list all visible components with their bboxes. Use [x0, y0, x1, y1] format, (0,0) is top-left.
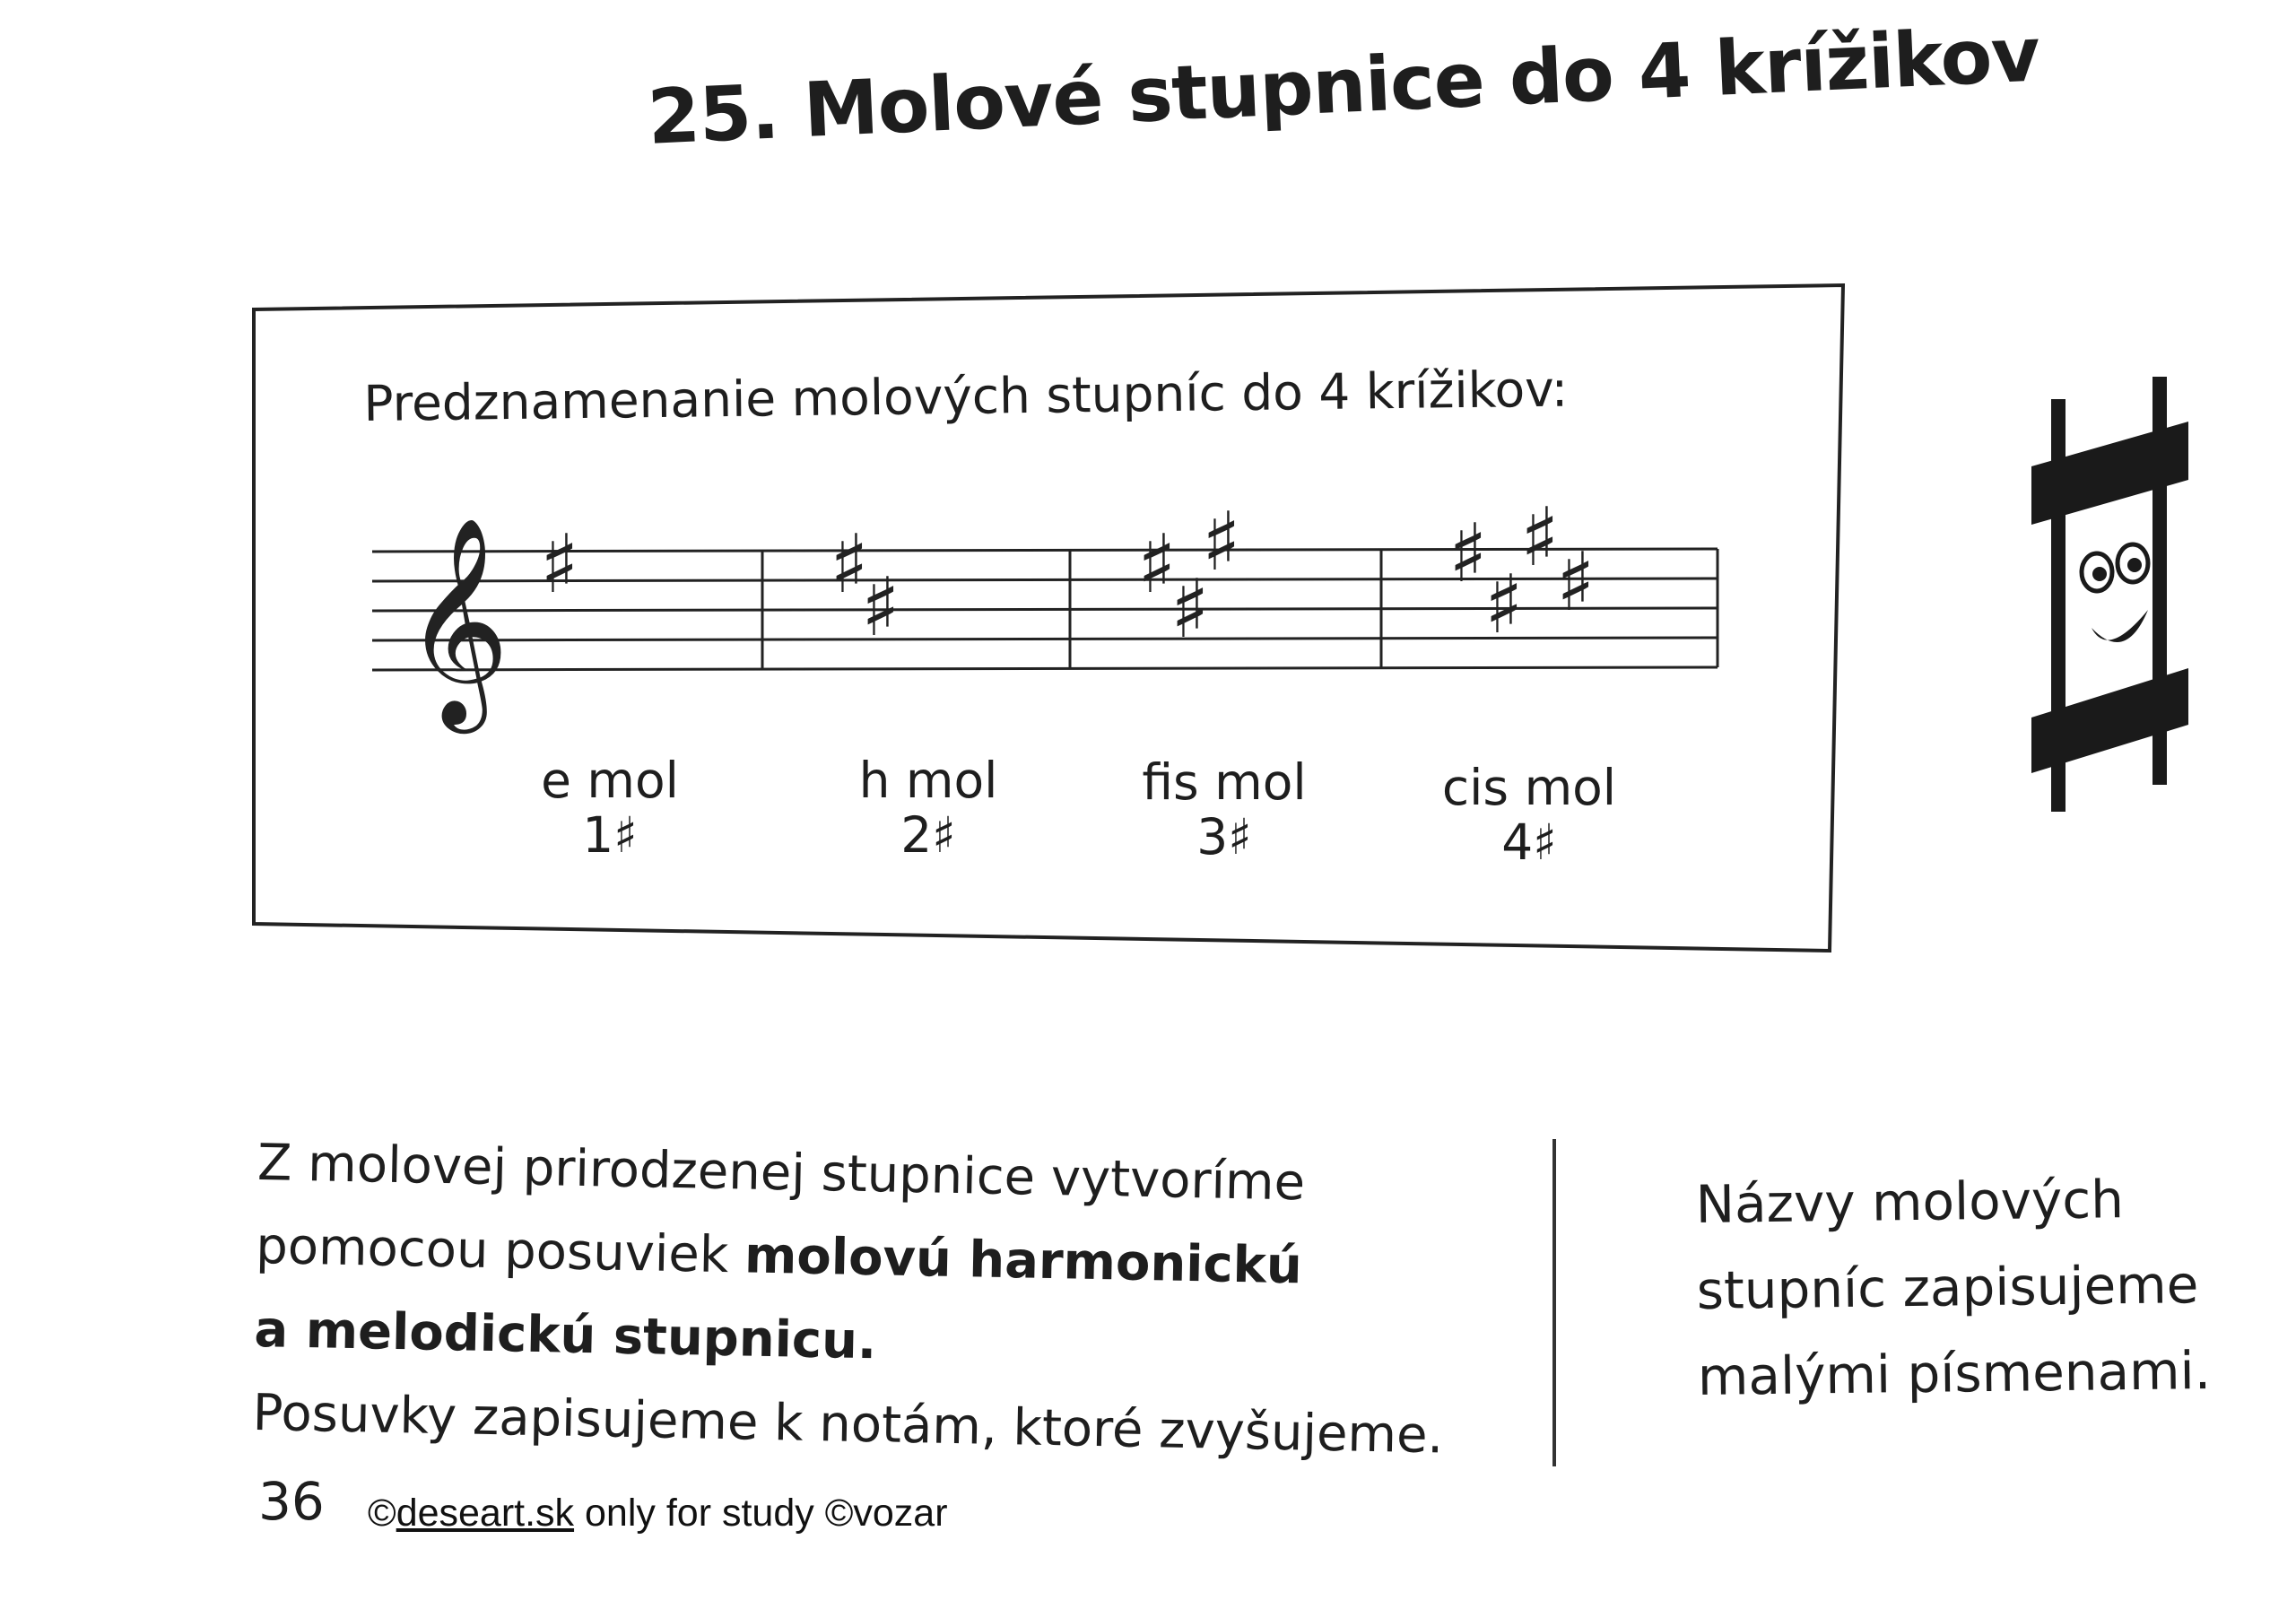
main-line-2-plain: pomocou posuviek: [255, 1216, 745, 1285]
copyright-notice: [368, 1492, 948, 1535]
side-note: [1695, 1155, 2212, 1420]
treble-clef-icon: 𝄞: [404, 516, 510, 725]
sharp-count: 3♯: [1196, 807, 1252, 866]
main-paragraph: [252, 1121, 1469, 1478]
key-name: h mol: [858, 752, 998, 809]
key-label-h-mol: [794, 753, 1063, 862]
key-name: e mol: [541, 752, 679, 809]
key-label-cis-mol: [1395, 761, 1664, 869]
sharp-icon: ♯: [1202, 495, 1241, 589]
copyright-suffix: only for study ©vozar: [574, 1492, 948, 1535]
side-line-1: Názvy molových: [1695, 1169, 2125, 1235]
key-name: fis mol: [1142, 753, 1307, 811]
sharp-icon: ♯: [1484, 558, 1524, 652]
sharp-icon: ♯: [830, 518, 869, 612]
main-line-2-bold: molovú harmonickú: [744, 1226, 1303, 1296]
sharp-count: 4♯: [1501, 813, 1557, 871]
main-line-4: Posuvky zapisujeme k notám, ktoré zvyšujeme.: [252, 1383, 1444, 1466]
main-line-3-bold: a melodickú stupnicu.: [253, 1300, 877, 1371]
sharp-count: 1♯: [582, 805, 638, 864]
sharp-icon: ♯: [1448, 507, 1488, 601]
key-name: cis mol: [1441, 759, 1617, 816]
sharp-icon: ♯: [1137, 518, 1177, 612]
copyright-link[interactable]: deseart.sk: [396, 1492, 575, 1535]
page-number: 36: [258, 1471, 325, 1532]
page-title: 25. Molové stupnice do 4 krížikov: [646, 10, 2041, 161]
column-divider: [1552, 1139, 1556, 1466]
key-label-e-mol: [475, 753, 744, 862]
copyright-prefix: ©: [368, 1492, 396, 1535]
side-line-2: stupníc zapisujeme: [1696, 1254, 2199, 1321]
sharp-icon: ♯: [540, 518, 579, 612]
key-label-fis-mol: [1090, 755, 1359, 864]
sharp-icon: ♯: [861, 561, 900, 655]
sharp-icon: ♯: [1556, 535, 1596, 630]
side-line-3: malými písmenami.: [1697, 1339, 2212, 1407]
main-line-1: Z molovej prirodzenej stupnice vytvoríme: [257, 1133, 1306, 1213]
sharp-icon: ♯: [1520, 491, 1560, 585]
box-heading: Predznamenanie molových stupníc do 4 krížikov:: [363, 360, 1569, 432]
sharp-count: 2♯: [900, 805, 956, 864]
sharp-icon: ♯: [1170, 562, 1210, 657]
